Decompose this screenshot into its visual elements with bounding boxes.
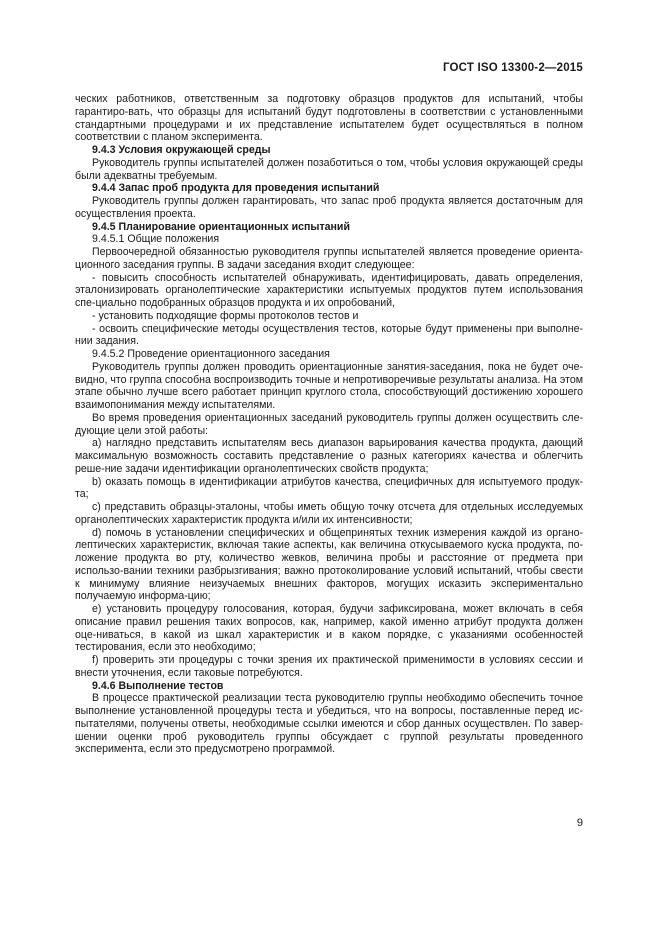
document-header: ГОСТ ISO 13300-2—2015	[442, 62, 583, 74]
section-heading: 9.4.3 Условия окружающей среды	[92, 144, 271, 156]
list-item: - повысить способность испытателей обнаруживать, идентифицировать, давать определения, эталонизировать органолептические характеристики испытуемых продуктов путем использования спе-циально подобранных образцов продукта и их опробований,	[75, 271, 583, 309]
subsection-heading: 9.4.5.2 Проведение ориентационного заседания	[92, 348, 330, 360]
list-item: e) установить процедуру голосования, которая, будучи зафиксирована, может включать в себя описание правил решения таких вопросов, как, например, какой именно атрибут продукта должен оце-ниваться, в какой из шкал характеристик и в каком порядке, с указаниями особенностей тестирования, если это необходимо;	[75, 603, 583, 654]
paragraph: Руководитель группы испытателей должен позаботиться о том, чтобы условия окружающей среды были адекватны требуемым.	[75, 156, 583, 182]
list-item: c) представить образцы-эталоны, чтобы иметь общую точку отсчета для отдельных исследуемых органолептических характеристик продукта и/или их интенсивности;	[75, 501, 583, 526]
paragraph: Первоочередной обязанностью руководителя группы испытателей является проведение ориента-ционного заседания группы. В задачи заседания входит следующее:	[75, 246, 583, 271]
paragraph: Руководитель группы должен проводить ориентационные занятия-заседания, пока не будет оче-видно, что группа способна воспроизводить точные и непротиворечивые результаты анализа. На этом этапе обычно лучше всего работает принцип круглого стола, способствующий достижению хорошего взаимопонимания между испытателями.	[75, 360, 583, 411]
paragraph: Руководитель группы должен гарантировать, что запас проб продукта является достаточным для осуществления проекта.	[75, 195, 583, 220]
paragraph: ческих работников, ответственным за подготовку образцов продуктов для испытаний, чтобы гарантиро-вать, что образцы для испытаний будут подготовлены в соответствии с установленными стандартными процедурами и их представление испытателем будет осуществляться в полном соответствии с планом эксперимента.	[75, 93, 583, 144]
section-heading: 9.4.5 Планирование ориентационных испытаний	[92, 220, 350, 233]
list-item: - установить подходящие формы протоколов тестов и	[92, 309, 359, 322]
section-heading: 9.4.6 Выполнение тестов	[92, 679, 224, 692]
list-item: a) наглядно представить испытателям весь диапазон варьирования качества продукта, дающий максимальную возможность составить представление о разных категориях качества и облегчить реше-ние задачи идентификации органолептических свойств продукта;	[75, 437, 583, 475]
list-item: - освоить специфические методы осуществления тестов, которые будут применены при выполне-нии задания.	[75, 322, 583, 348]
page-number: 9	[576, 817, 583, 829]
paragraph: В процессе практической реализации теста руководителю группы необходимо обеспечить точное выполнение установленной процедуры теста и убедиться, что на вопросы, поставленные перед ис-пытателями, получены ответы, необходимые ссылки имеются и сбор данных осуществлен. По завер-шении оценки проб руководитель группы обсуждает с группой результаты проведенного эксперимента, если это предусмотрено программой.	[75, 692, 583, 756]
list-item: d) помочь в установлении специфических и общепринятых техник измерения каждой из органо-лептических характеристик, включая такие аспекты, как величина откусываемого куска продукта, по-ложение продукта во рту, количество жевков, величина пробы и расстояние от предмета при использо-вании техники разбрызгивания; важно протоколирование условий испытаний, чтобы свести к минимуму влияние неизучаемых внешних факторов, могущих исказить экспериментально получаемую информа-цию;	[75, 526, 583, 603]
list-item: b) оказать помощь в идентификации атрибутов качества, специфичных для испытуемого продук-та;	[75, 475, 583, 501]
document-body	[75, 93, 583, 756]
subsection-heading: 9.4.5.1 Общие положения	[92, 233, 220, 246]
list-item: f) проверить эти процедуры с точки зрения их практической применимости в условиях сессии и внести уточнения, если таковые потребуются.	[75, 654, 583, 679]
paragraph: Во время проведения ориентационных заседаний руководитель группы должен осуществить сле-дующие цели этой работы:	[75, 411, 583, 437]
section-heading: 9.4.4 Запас проб продукта для проведения испытаний	[92, 182, 380, 195]
